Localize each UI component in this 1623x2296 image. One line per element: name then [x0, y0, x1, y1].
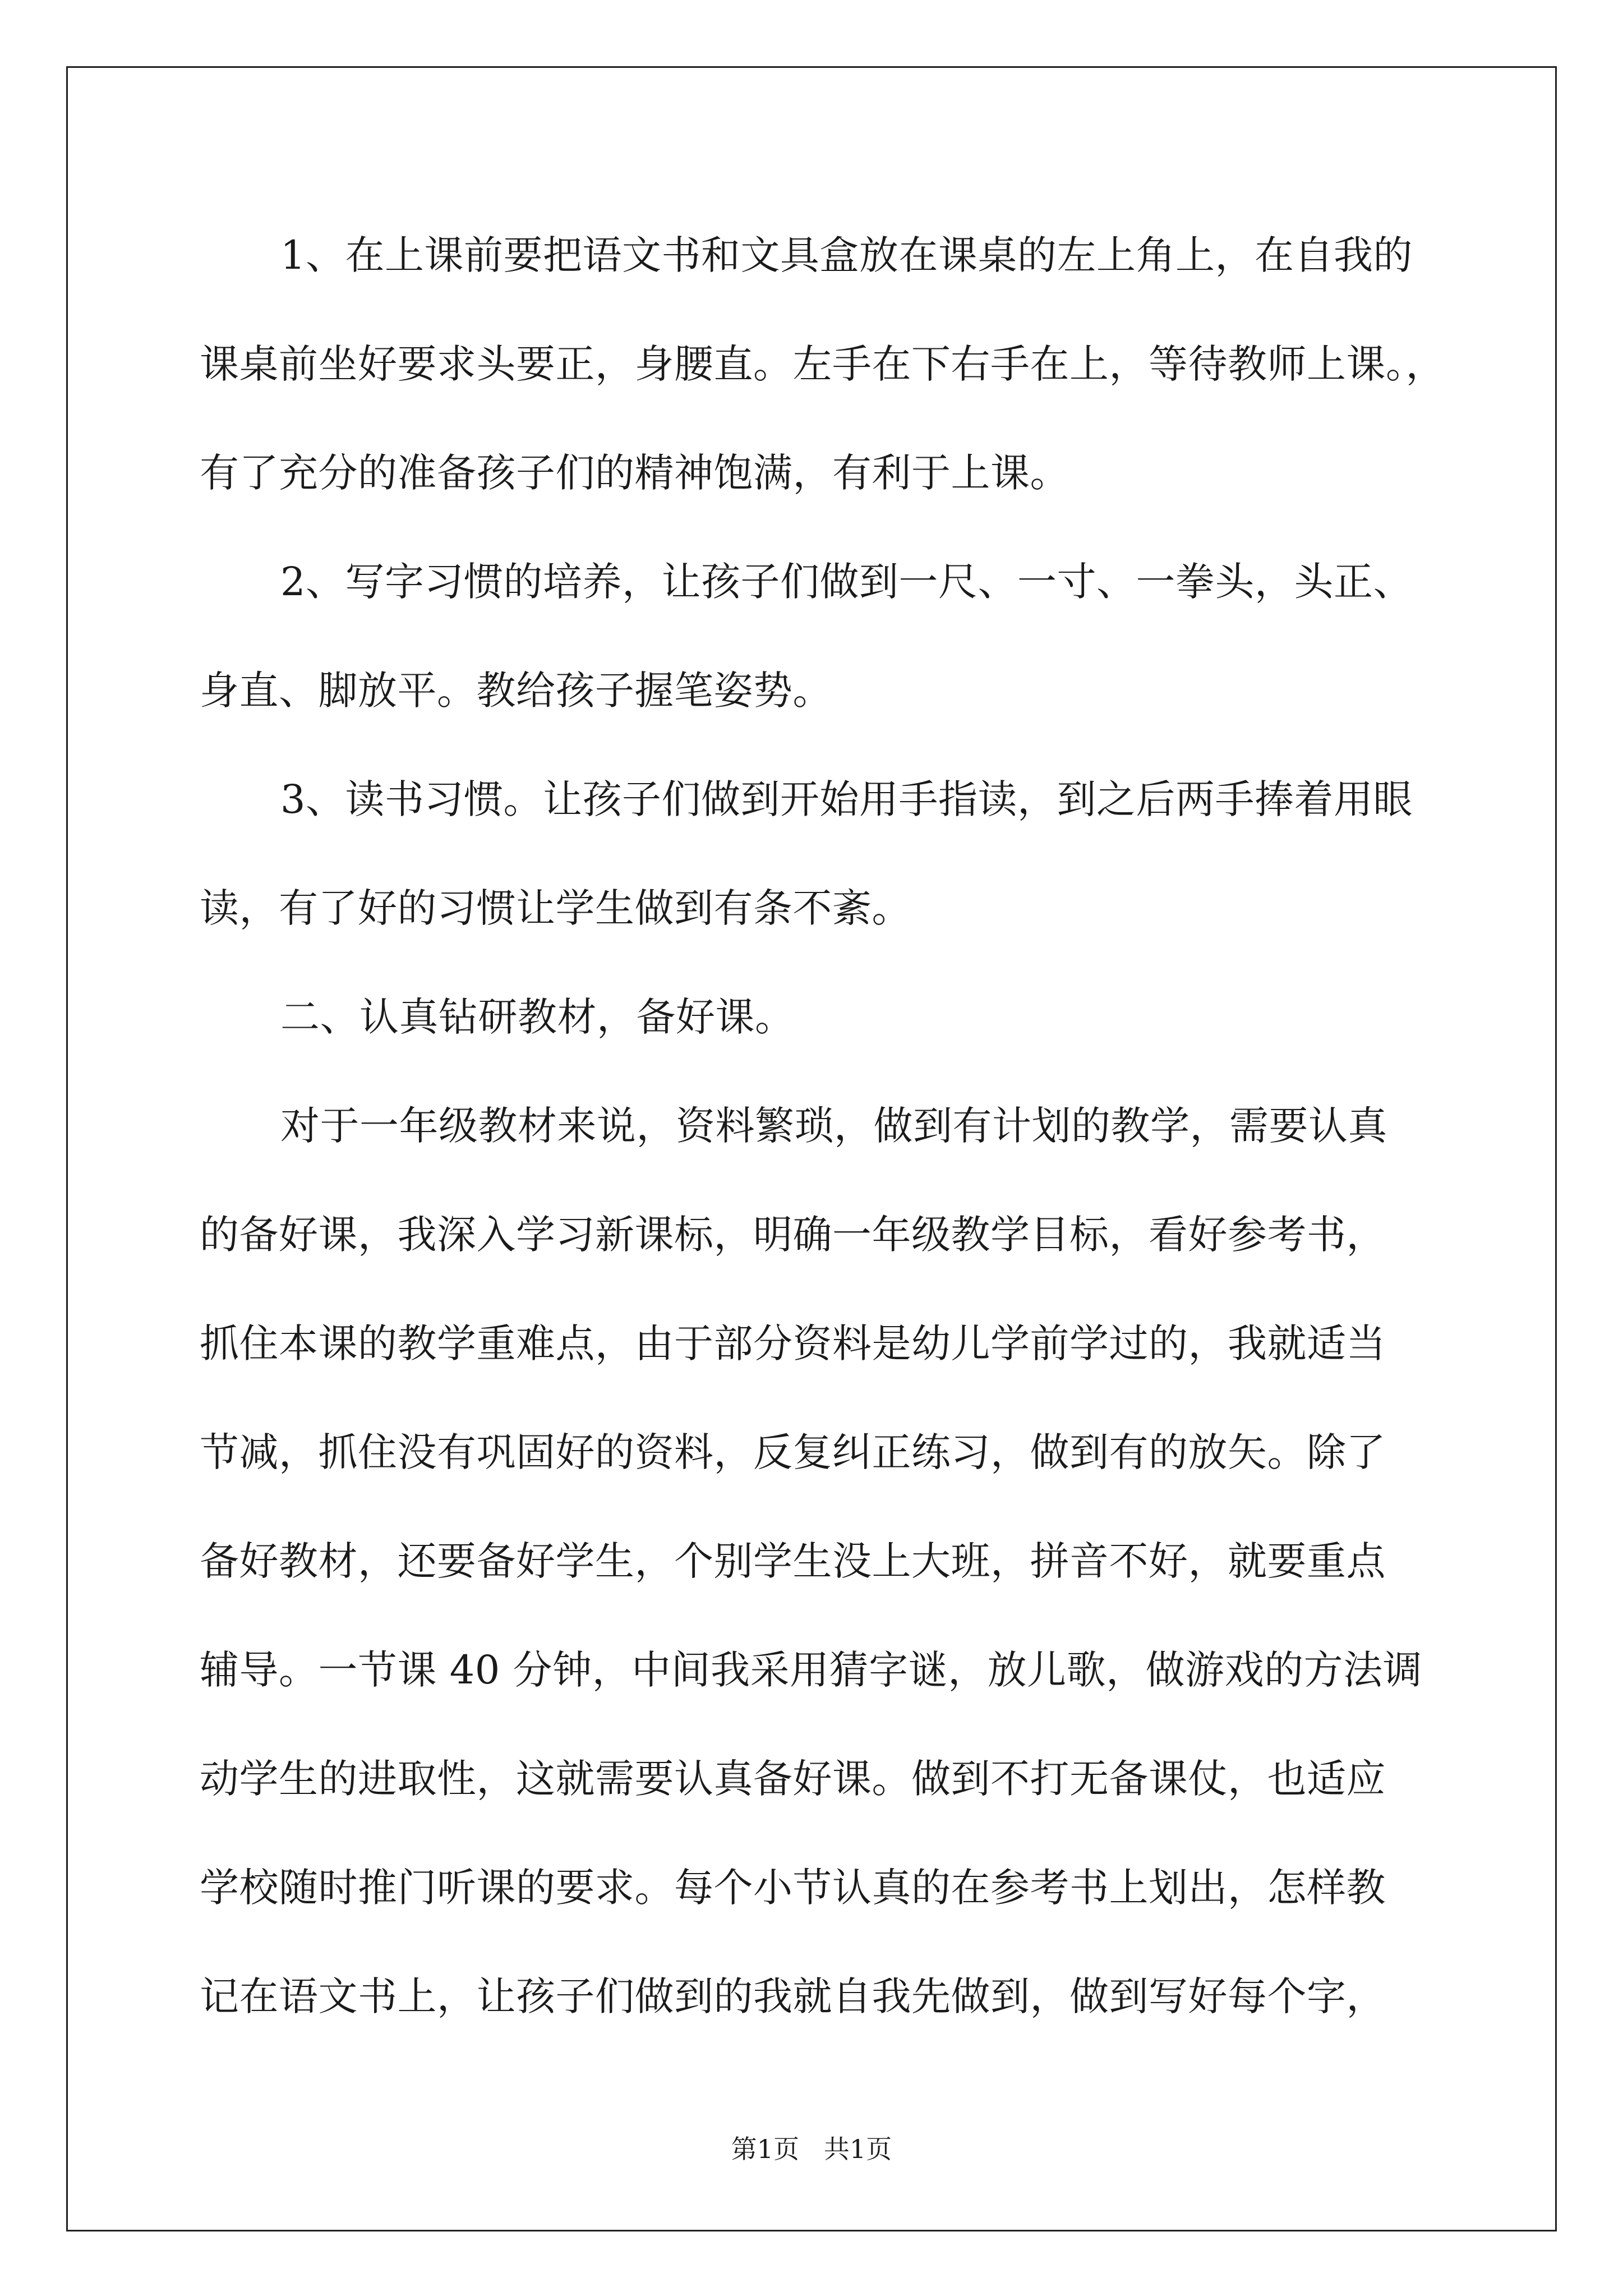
- text-line: 对于一年级教材来说，资料繁琐，做到有计划的教学，需要认真: [280, 1103, 1387, 1149]
- text-line: 1、在上课前要把语文书和文具盒放在课桌的左上角上，在自我的: [280, 232, 1413, 278]
- text-line: 读，有了好的习惯让学生做到有条不紊。: [200, 885, 911, 931]
- text-line: 有了充分的准备孩子们的精神饱满，有利于上课。: [200, 450, 1069, 496]
- page-number-footer: 第1页 共1页: [731, 2134, 892, 2164]
- text-line: 备好教材，还要备好学生，个别学生没上大班，拼音不好，就要重点: [200, 1538, 1386, 1584]
- text-line: 2、写字习惯的培养，让孩子们做到一尺、一寸、一拳头，头正、: [280, 559, 1413, 605]
- text-line: 辅导。一节课 40 分钟，中间我采用猜字谜，放儿歌，做游戏的方法调: [200, 1647, 1423, 1693]
- text-line: 节减，抓住没有巩固好的资料，反复纠正练习，做到有的放矢。除了: [200, 1429, 1386, 1475]
- text-line: 记在语文书上，让孩子们做到的我就自我先做到，做到写好每个字，: [200, 1973, 1386, 2019]
- text-line: 抓住本课的教学重难点，由于部分资料是幼儿学前学过的，我就适当: [200, 1320, 1386, 1366]
- text-line: 3、读书习惯。让孩子们做到开始用手指读，到之后两手捧着用眼: [280, 776, 1413, 822]
- section-heading: 二、认真钻研教材，备好课。: [280, 994, 795, 1040]
- text-line: 动学生的进取性，这就需要认真备好课。做到不打无备课仗，也适应: [200, 1756, 1386, 1802]
- text-line: 学校随时推门听课的要求。每个小节认真的在参考书上划出，怎样教: [200, 1865, 1386, 1911]
- document-body: [200, 201, 1473, 2051]
- text-line: 身直、脚放平。教给孩子握笔姿势。: [200, 668, 832, 714]
- text-line: 的备好课，我深入学习新课标，明确一年级教学目标，看好参考书，: [200, 1212, 1386, 1258]
- text-line: 课桌前坐好要求头要正，身腰直。左手在下右手在上，等待教师上课。，: [200, 341, 1445, 387]
